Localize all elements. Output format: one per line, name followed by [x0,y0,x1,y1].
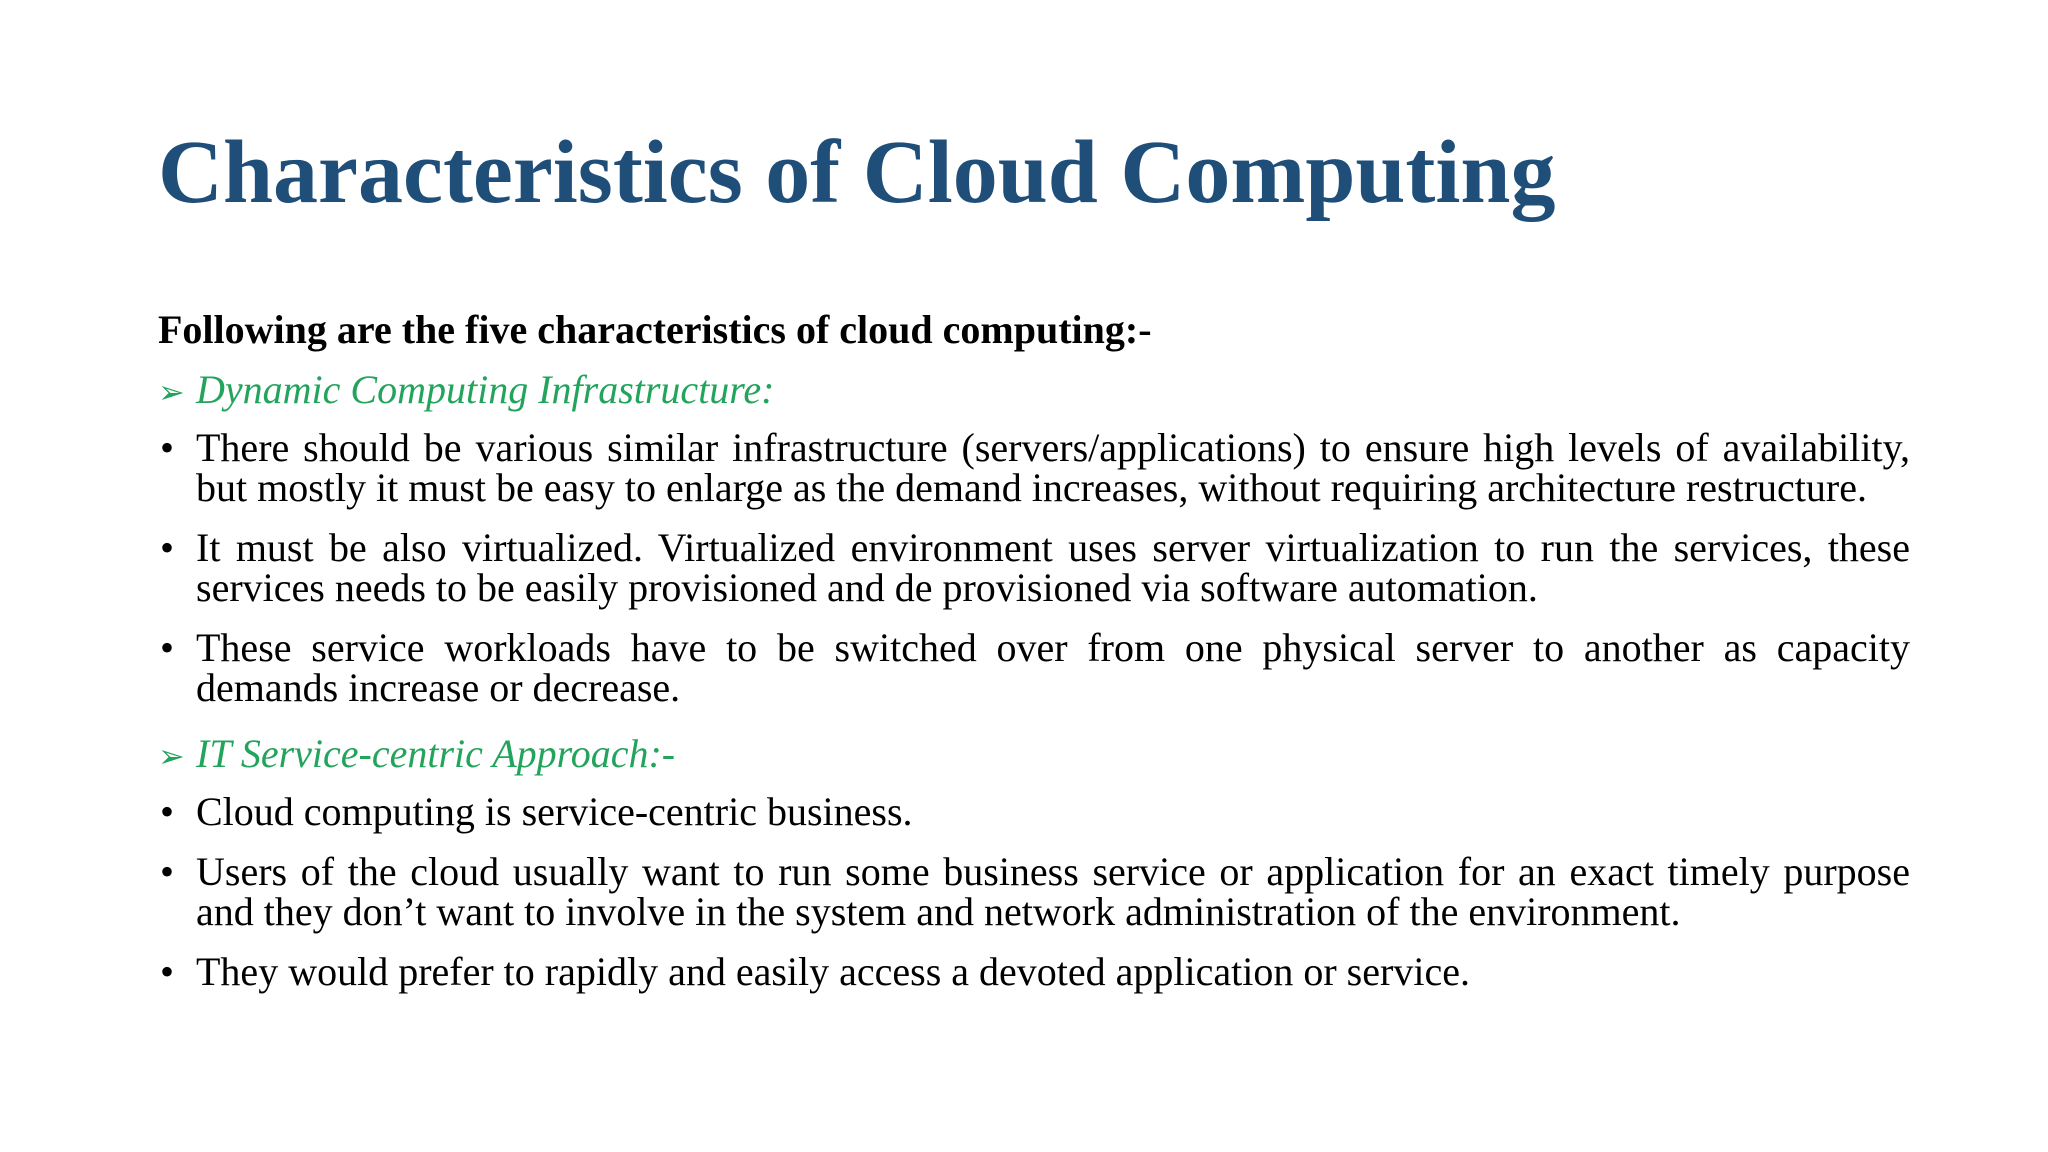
list-item [158,425,1910,510]
bullet-dot-icon: • [160,849,175,894]
arrow-bullet-icon: ➢ [158,738,185,774]
bullet-list [158,789,1910,994]
bullet-text: There should be various similar infrastructure (servers/applications) to ensure high levels of availability, but mostly it must be easy to enlarge as the demand increases, without requiring architecture restructure. [196,425,1910,510]
section-service-centric [158,730,1910,992]
section-heading-text: IT Service-centric Approach:- [196,731,676,776]
section-heading-text: Dynamic Computing Infrastructure: [196,367,775,412]
list-item [158,625,1910,710]
list-item [158,789,1910,834]
section-dynamic-infrastructure [158,366,1910,708]
intro-text: Following are the five characteristics of cloud computing:- [158,307,1152,352]
arrow-bullet-icon: ➢ [158,374,185,410]
slide-title: Characteristics of Cloud Computing [158,123,1556,222]
section-heading [158,730,1910,780]
list-item [158,525,1910,610]
slide-content [158,306,1910,1012]
bullet-dot-icon: • [160,625,175,670]
bullet-list [158,425,1910,710]
section-heading [158,366,1910,416]
bullet-dot-icon: • [160,949,175,994]
list-item [158,849,1910,934]
bullet-text: It must be also virtualized. Virtualized environment uses server virtualization to run the services, these services needs to be easily provisioned and de provisioned via software automation. [196,525,1910,610]
bullet-text: These service workloads have to be switched over from one physical server to another as capacity demands increase or decrease. [196,625,1910,710]
bullet-dot-icon: • [160,425,175,470]
bullet-dot-icon: • [160,525,175,570]
list-item [158,949,1910,994]
bullet-dot-icon: • [160,789,175,834]
bullet-text: Cloud computing is service-centric business. [196,789,913,834]
bullet-text: They would prefer to rapidly and easily access a devoted application or service. [196,949,1470,994]
bullet-text: Users of the cloud usually want to run some business service or application for an exact timely purpose and they don’t want to involve in the system and network administration of the environment. [196,849,1910,934]
